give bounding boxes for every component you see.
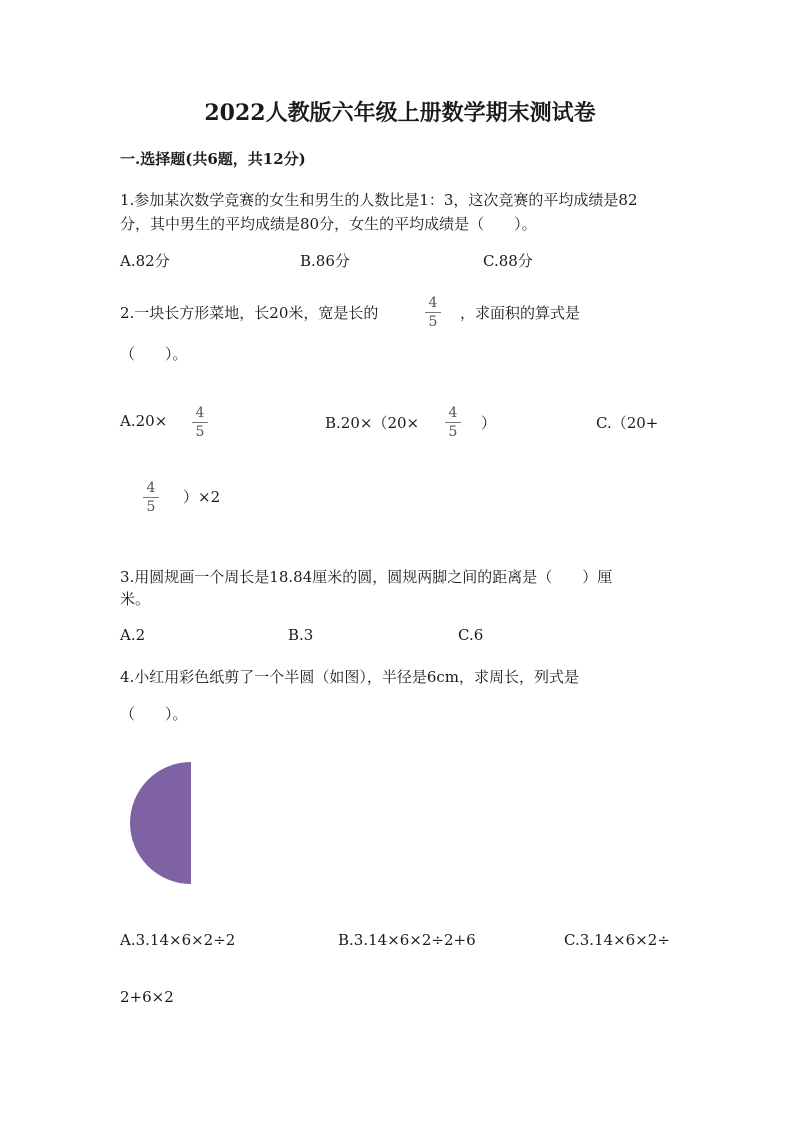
- semicircle-shape: [130, 762, 191, 884]
- q2-option-c-prefix: C.（20+: [596, 414, 659, 432]
- q2-option-c-fraction: [139, 480, 163, 515]
- fraction-denominator: 5: [146, 499, 156, 515]
- fraction-bar: [192, 422, 208, 423]
- q4-text-line2: （ ）。: [120, 705, 188, 723]
- fraction-denominator: 5: [195, 424, 205, 440]
- q3-option-c: C.6: [458, 626, 484, 644]
- fraction-numerator: 4: [448, 405, 458, 421]
- fraction-bar: [425, 312, 441, 313]
- fraction-bar: [445, 422, 461, 423]
- fraction-numerator: 4: [195, 405, 205, 421]
- q2-option-b-prefix: B.20×（20×: [325, 414, 420, 432]
- q2-option-b-fraction: [441, 405, 465, 440]
- fraction-numerator: 4: [146, 480, 156, 496]
- q4-option-c: C.3.14×6×2÷: [564, 931, 670, 949]
- q3-option-b: B.3: [288, 626, 314, 644]
- q3-text-line2: 米。: [120, 590, 151, 608]
- q1-option-c: C.88分: [483, 252, 533, 270]
- q2-text-line2: （ ）。: [120, 345, 188, 363]
- semicircle-figure: [125, 758, 197, 888]
- q2-text-line1-end: ，求面积的算式是: [460, 304, 581, 322]
- q4-option-a: A.3.14×6×2÷2: [120, 931, 236, 949]
- fraction-denominator: 5: [428, 314, 438, 330]
- q3-text-line1: 3.用圆规画一个周长是18.84厘米的圆，圆规两脚之间的距离是（ ）厘: [120, 568, 613, 586]
- q1-option-a: A.82分: [120, 252, 170, 270]
- section-heading: 一.选择题(共6题，共12分): [120, 150, 306, 168]
- q4-text-line1: 4.小红用彩色纸剪了一个半圆（如图），半径是6cm，求周长，列式是: [120, 668, 579, 686]
- q3-option-a: A.2: [120, 626, 146, 644]
- fraction-denominator: 5: [448, 424, 458, 440]
- q1-text-line1: 1.参加某次数学竞赛的女生和男生的人数比是1：3，这次竞赛的平均成绩是82: [120, 191, 638, 209]
- fraction-numerator: 4: [428, 295, 438, 311]
- q2-option-c-suffix: ）×2: [183, 488, 221, 506]
- q2-text-line1-start: 2.一块长方形菜地，长20米，宽是长的: [120, 304, 379, 322]
- q4-option-c-continuation: 2+6×2: [120, 988, 174, 1006]
- q4-option-b: B.3.14×6×2÷2+6: [338, 931, 476, 949]
- page-title: 2022人教版六年级上册数学期末测试卷: [204, 100, 596, 126]
- fraction-bar: [143, 497, 159, 498]
- q2-option-a-prefix: A.20×: [120, 412, 168, 430]
- q2-option-a-fraction: [188, 405, 212, 440]
- q1-option-b: B.86分: [300, 252, 350, 270]
- q1-text-line2: 分，其中男生的平均成绩是80分，女生的平均成绩是（ ）。: [120, 215, 537, 233]
- q2-option-b-suffix: ）: [481, 414, 497, 432]
- q2-fraction: [421, 295, 445, 330]
